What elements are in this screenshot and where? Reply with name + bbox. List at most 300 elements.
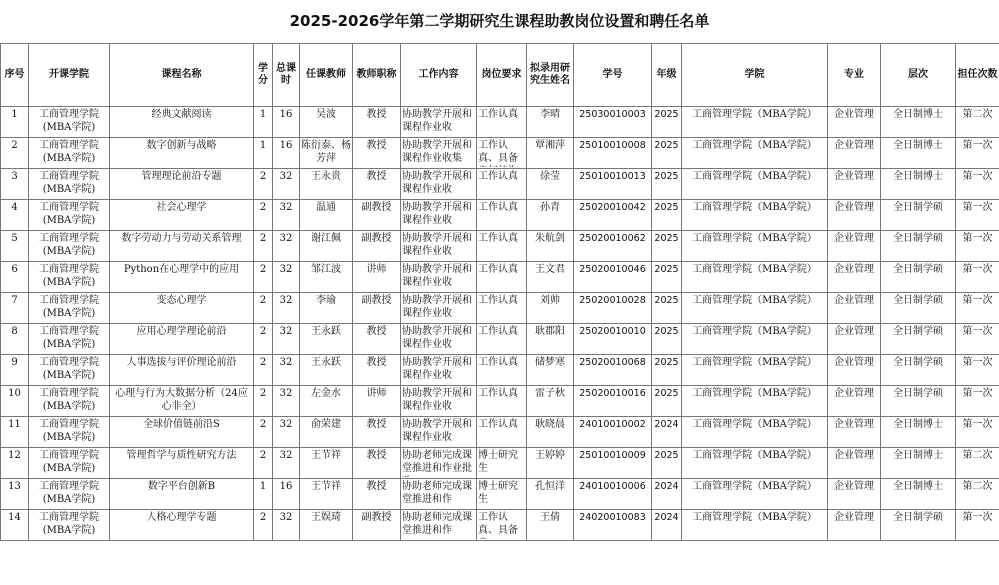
cell-times [956, 262, 999, 293]
cell-text: 32 [279, 450, 293, 461]
cell-level [881, 231, 956, 262]
cell-text: 2025 [654, 109, 679, 120]
cell-teacher-title [353, 448, 401, 479]
cell-student-college [682, 231, 828, 262]
cell-text: 25010010013 [579, 171, 646, 182]
cell-text: 协助老师完成课堂推进和作 [402, 512, 472, 536]
cell-text: 协助教学开展和课程作业收 [402, 202, 472, 226]
table-row [1, 107, 999, 138]
cell-text: 工商管理学院(MBA学院) [39, 264, 99, 288]
cell-text: 2025 [654, 357, 679, 368]
cell-credits [254, 417, 273, 448]
cell-credits [254, 200, 273, 231]
cell-hours [273, 510, 300, 541]
cell-text: 教授 [366, 419, 387, 430]
column-header-grade: 年级 [652, 44, 682, 107]
table-row [1, 262, 999, 293]
cell-text: 协助教学开展和课程作业收 [402, 326, 472, 350]
cell-text: 教授 [366, 326, 387, 337]
cell-grade [652, 200, 682, 231]
cell-text: 2 [259, 357, 267, 368]
cell-index [1, 138, 29, 169]
cell-index [1, 510, 29, 541]
table-row [1, 293, 999, 324]
cell-major [828, 386, 881, 417]
cell-text: 王节祥 [311, 450, 341, 461]
column-header-work-content: 工作内容 [401, 44, 477, 107]
cell-major [828, 355, 881, 386]
cell-major [828, 200, 881, 231]
cell-text: 工商管理学院（MBA学院） [692, 450, 817, 461]
cell-text: 32 [279, 326, 293, 337]
cell-text: 2025 [654, 140, 679, 151]
cell-text: 2 [259, 512, 267, 523]
cell-text: 工商管理学院（MBA学院） [692, 109, 817, 120]
cell-text: 邹江波 [311, 264, 341, 275]
cell-text: 王倩 [540, 512, 560, 523]
cell-text: 2025 [654, 171, 679, 182]
cell-grade [652, 262, 682, 293]
cell-text: 管理哲学与质性研究方法 [126, 450, 237, 461]
cell-text: 教授 [366, 171, 387, 182]
cell-student-id [574, 200, 652, 231]
cell-text: 工商管理学院(MBA学院) [39, 233, 99, 257]
cell-times [956, 355, 999, 386]
cell-text: 2 [259, 450, 267, 461]
cell-text: 协助教学开展和课程作业收 [402, 357, 472, 381]
cell-text: 工商管理学院(MBA学院) [39, 202, 99, 226]
cell-level [881, 355, 956, 386]
cell-text: 工商管理学院（MBA学院） [692, 326, 817, 337]
cell-text: 第一次 [962, 357, 993, 368]
cell-text: 企业管理 [834, 326, 874, 337]
cell-text: 2025 [654, 450, 679, 461]
cell-work-content [401, 386, 477, 417]
cell-text: 2025 [654, 295, 679, 306]
cell-student-name [527, 479, 574, 510]
cell-text: 教授 [366, 481, 387, 492]
cell-hours [273, 293, 300, 324]
cell-times [956, 107, 999, 138]
cell-text: 32 [279, 512, 293, 523]
cell-times [956, 138, 999, 169]
cell-grade [652, 231, 682, 262]
cell-text: 协助教学开展和课程作业收 [402, 109, 472, 133]
cell-text: 王永贵 [311, 171, 341, 182]
cell-text: 32 [279, 419, 293, 430]
cell-text: 6 [11, 264, 18, 275]
cell-student-college [682, 169, 828, 200]
cell-text: 协助教学开展和课程作业收 [402, 419, 472, 443]
column-header-times: 担任次数 [956, 44, 999, 107]
cell-requirement [477, 417, 527, 448]
cell-requirement [477, 107, 527, 138]
cell-text: 协助老师完成课堂推进和作 [402, 481, 472, 505]
cell-text: Python在心理学中的应用 [123, 264, 240, 275]
cell-text: 2 [259, 419, 267, 430]
cell-student-college [682, 200, 828, 231]
cell-text: 全日制学硕 [893, 326, 943, 337]
cell-student-college [682, 262, 828, 293]
cell-text: 32 [279, 295, 293, 306]
cell-hours [273, 386, 300, 417]
cell-text: 2025 [654, 233, 679, 244]
cell-course-name [110, 262, 254, 293]
cell-text: 16 [279, 481, 293, 492]
cell-text: 工商管理学院（MBA学院） [692, 388, 817, 399]
cell-text: 心理与行为大数据分析（24应心非全） [115, 388, 248, 412]
cell-course-name [110, 169, 254, 200]
cell-credits [254, 138, 273, 169]
cell-student-id [574, 417, 652, 448]
cell-text: 企业管理 [834, 512, 874, 523]
cell-work-content [401, 293, 477, 324]
cell-text: 7 [11, 295, 18, 306]
cell-student-name [527, 324, 574, 355]
cell-times [956, 293, 999, 324]
cell-text: 2 [11, 140, 18, 151]
cell-major [828, 417, 881, 448]
cell-work-content [401, 479, 477, 510]
cell-text: 25030010003 [579, 109, 646, 120]
cell-index [1, 417, 29, 448]
cell-text: 企业管理 [834, 171, 874, 182]
cell-work-content [401, 417, 477, 448]
cell-student-name [527, 448, 574, 479]
cell-hours [273, 169, 300, 200]
cell-times [956, 448, 999, 479]
cell-teacher-title [353, 169, 401, 200]
cell-text: 俞荣建 [311, 419, 341, 430]
cell-work-content [401, 169, 477, 200]
cell-text: 第一次 [962, 512, 993, 523]
cell-text: 全日制博士 [893, 481, 943, 492]
cell-text: 全日制学硕 [893, 233, 943, 244]
cell-course-name [110, 107, 254, 138]
cell-credits [254, 262, 273, 293]
cell-text: 企业管理 [834, 264, 874, 275]
cell-course-name [110, 386, 254, 417]
cell-hours [273, 324, 300, 355]
cell-credits [254, 293, 273, 324]
cell-text: 工商管理学院（MBA学院） [692, 419, 817, 430]
cell-teacher-title [353, 262, 401, 293]
cell-student-name [527, 231, 574, 262]
cell-text: 工商管理学院(MBA学院) [39, 388, 99, 412]
cell-student-id [574, 510, 652, 541]
cell-text: 协助教学开展和课程作业收 [402, 233, 472, 257]
cell-student-college [682, 386, 828, 417]
cell-college [29, 448, 110, 479]
table-row [1, 324, 999, 355]
cell-text: 耿郡阳 [535, 326, 565, 337]
cell-teacher-title [353, 293, 401, 324]
cell-credits [254, 324, 273, 355]
cell-course-name [110, 448, 254, 479]
table-row [1, 200, 999, 231]
cell-text: 博士研究生 [478, 481, 518, 505]
cell-text: 企业管理 [834, 388, 874, 399]
cell-text: 24010010006 [579, 481, 646, 492]
cell-text: 全日制学硕 [893, 512, 943, 523]
cell-times [956, 479, 999, 510]
cell-credits [254, 386, 273, 417]
cell-text: 32 [279, 233, 293, 244]
cell-text: 吴波 [316, 109, 336, 120]
cell-text: 1 [259, 140, 267, 151]
cell-grade [652, 479, 682, 510]
cell-text: 第一次 [962, 264, 993, 275]
cell-text: 25020010028 [579, 295, 646, 306]
cell-text: 协助教学开展和课程作业收 [402, 264, 472, 288]
cell-text: 工商管理学院(MBA学院) [39, 140, 99, 164]
cell-hours [273, 231, 300, 262]
cell-text: 博士研究生 [478, 450, 518, 474]
cell-student-college [682, 107, 828, 138]
cell-requirement [477, 231, 527, 262]
cell-college [29, 169, 110, 200]
cell-student-id [574, 262, 652, 293]
cell-text: 工商管理学院(MBA学院) [39, 326, 99, 350]
column-header-credits: 学分 [254, 44, 273, 107]
cell-student-college [682, 479, 828, 510]
cell-text: 社会心理学 [156, 202, 207, 213]
cell-text: 全球价值链前沿S [143, 419, 220, 430]
cell-times [956, 200, 999, 231]
cell-text: 工商管理学院（MBA学院） [692, 295, 817, 306]
cell-text: 第一次 [962, 233, 993, 244]
cell-student-name [527, 510, 574, 541]
cell-text: 2 [259, 326, 267, 337]
cell-hours [273, 355, 300, 386]
cell-text: 2025 [654, 202, 679, 213]
cell-requirement [477, 262, 527, 293]
cell-teacher-title [353, 231, 401, 262]
cell-student-name [527, 107, 574, 138]
cell-text: 8 [11, 326, 18, 337]
cell-text: 人事选拔与评价理论前沿 [126, 357, 237, 368]
cell-major [828, 479, 881, 510]
cell-text: 工作认真 [478, 233, 518, 244]
cell-teacher-title [353, 417, 401, 448]
cell-student-id [574, 169, 652, 200]
cell-text: 全日制博士 [893, 419, 943, 430]
cell-text: 副教授 [361, 295, 392, 306]
cell-text: 工作认真 [478, 264, 518, 275]
cell-hours [273, 448, 300, 479]
table-row [1, 448, 999, 479]
cell-times [956, 231, 999, 262]
cell-text: 2024 [654, 481, 679, 492]
cell-course-name [110, 138, 254, 169]
column-header-student-name: 拟录用研究生姓名 [527, 44, 574, 107]
cell-text: 全日制学硕 [893, 295, 943, 306]
cell-teacher-title [353, 355, 401, 386]
cell-teacher [300, 293, 353, 324]
cell-text: 工商管理学院(MBA学院) [39, 171, 99, 195]
cell-work-content [401, 107, 477, 138]
cell-text: 全日制博士 [893, 109, 943, 120]
cell-requirement [477, 324, 527, 355]
cell-text: 教授 [366, 357, 387, 368]
cell-text: 第一次 [962, 202, 993, 213]
cell-text: 第一次 [962, 419, 993, 430]
cell-text: 工商管理学院(MBA学院) [39, 357, 99, 381]
cell-text: 2 [259, 171, 267, 182]
column-header-major: 专业 [828, 44, 881, 107]
table-row [1, 138, 999, 169]
cell-text: 温通 [316, 202, 336, 213]
cell-text: 管理理论前沿专题 [141, 171, 222, 182]
cell-work-content [401, 138, 477, 169]
cell-level [881, 107, 956, 138]
cell-times [956, 510, 999, 541]
cell-text: 工作认真 [478, 388, 518, 399]
cell-index [1, 479, 29, 510]
cell-major [828, 262, 881, 293]
cell-work-content [401, 231, 477, 262]
cell-college [29, 231, 110, 262]
cell-text: 工商管理学院(MBA学院) [39, 450, 99, 474]
cell-student-college [682, 293, 828, 324]
cell-index [1, 324, 29, 355]
cell-hours [273, 138, 300, 169]
cell-teacher [300, 386, 353, 417]
cell-text: 左金水 [311, 388, 341, 399]
cell-text: 工商管理学院（MBA学院） [692, 140, 817, 151]
cell-text: 工作认真 [478, 295, 518, 306]
cell-text: 企业管理 [834, 140, 874, 151]
cell-text: 刘帅 [540, 295, 560, 306]
cell-text: 11 [8, 419, 21, 430]
cell-text: 应用心理学理论前沿 [136, 326, 227, 337]
cell-text: 第一次 [962, 295, 993, 306]
cell-student-id [574, 355, 652, 386]
cell-teacher [300, 138, 353, 169]
cell-text: 25010010009 [579, 450, 646, 461]
cell-grade [652, 355, 682, 386]
cell-text: 王文君 [535, 264, 565, 275]
cell-index [1, 355, 29, 386]
cell-text: 经典文献阅读 [151, 109, 212, 120]
cell-text: 25020010042 [579, 202, 646, 213]
cell-times [956, 324, 999, 355]
column-header-student-id: 学号 [574, 44, 652, 107]
header-row [1, 44, 999, 107]
cell-text: 工商管理学院（MBA学院） [692, 512, 817, 523]
cell-text: 协助教学开展和课程作业收 [402, 388, 472, 412]
cell-college [29, 293, 110, 324]
cell-requirement [477, 355, 527, 386]
cell-text: 王婷婷 [535, 450, 565, 461]
cell-hours [273, 107, 300, 138]
cell-teacher [300, 324, 353, 355]
cell-text: 5 [11, 233, 18, 244]
cell-index [1, 448, 29, 479]
cell-text: 第二次 [962, 109, 993, 120]
cell-text: 工商管理学院(MBA学院) [39, 419, 99, 443]
cell-credits [254, 107, 273, 138]
cell-major [828, 324, 881, 355]
cell-course-name [110, 324, 254, 355]
cell-level [881, 510, 956, 541]
table-row [1, 417, 999, 448]
cell-text: 企业管理 [834, 295, 874, 306]
cell-student-college [682, 510, 828, 541]
cell-index [1, 107, 29, 138]
cell-hours [273, 262, 300, 293]
cell-grade [652, 169, 682, 200]
cell-course-name [110, 479, 254, 510]
cell-index [1, 169, 29, 200]
cell-text: 2025 [654, 326, 679, 337]
table-row [1, 386, 999, 417]
cell-college [29, 417, 110, 448]
cell-teacher [300, 231, 353, 262]
cell-student-college [682, 448, 828, 479]
cell-student-college [682, 324, 828, 355]
cell-text: 储梦寒 [535, 357, 565, 368]
cell-text: 工商管理学院(MBA学院) [39, 481, 99, 505]
cell-text: 王娱琦 [311, 512, 341, 523]
column-header-hours: 总课时 [273, 44, 300, 107]
cell-text: 徐莹 [540, 171, 560, 182]
cell-text: 全日制学硕 [893, 264, 943, 275]
cell-student-id [574, 138, 652, 169]
cell-student-college [682, 138, 828, 169]
cell-text: 2 [259, 202, 267, 213]
cell-requirement [477, 293, 527, 324]
cell-text: 10 [8, 388, 21, 399]
table-row [1, 169, 999, 200]
table-row [1, 510, 999, 541]
cell-grade [652, 138, 682, 169]
column-header-level: 层次 [881, 44, 956, 107]
cell-college [29, 200, 110, 231]
cell-work-content [401, 262, 477, 293]
cell-level [881, 138, 956, 169]
cell-text: 3 [11, 171, 18, 182]
cell-work-content [401, 355, 477, 386]
cell-grade [652, 448, 682, 479]
cell-teacher-title [353, 510, 401, 541]
cell-level [881, 479, 956, 510]
cell-text: 孙青 [540, 202, 560, 213]
cell-work-content [401, 448, 477, 479]
table-row [1, 231, 999, 262]
cell-major [828, 510, 881, 541]
cell-text: 32 [279, 388, 293, 399]
cell-grade [652, 510, 682, 541]
cell-grade [652, 107, 682, 138]
cell-text: 企业管理 [834, 202, 874, 213]
cell-student-id [574, 479, 652, 510]
cell-course-name [110, 293, 254, 324]
cell-text: 耿晓晨 [535, 419, 565, 430]
cell-grade [652, 293, 682, 324]
cell-text: 副教授 [361, 233, 392, 244]
cell-text: 13 [8, 481, 21, 492]
cell-course-name [110, 355, 254, 386]
cell-text: 协助教学开展和课程作业收 [402, 171, 472, 195]
cell-student-name [527, 262, 574, 293]
cell-teacher [300, 355, 353, 386]
cell-level [881, 262, 956, 293]
cell-text: 王永跃 [311, 326, 341, 337]
cell-text: 第一次 [962, 388, 993, 399]
cell-text: 变态心理学 [156, 295, 207, 306]
cell-text: 1 [259, 109, 267, 120]
